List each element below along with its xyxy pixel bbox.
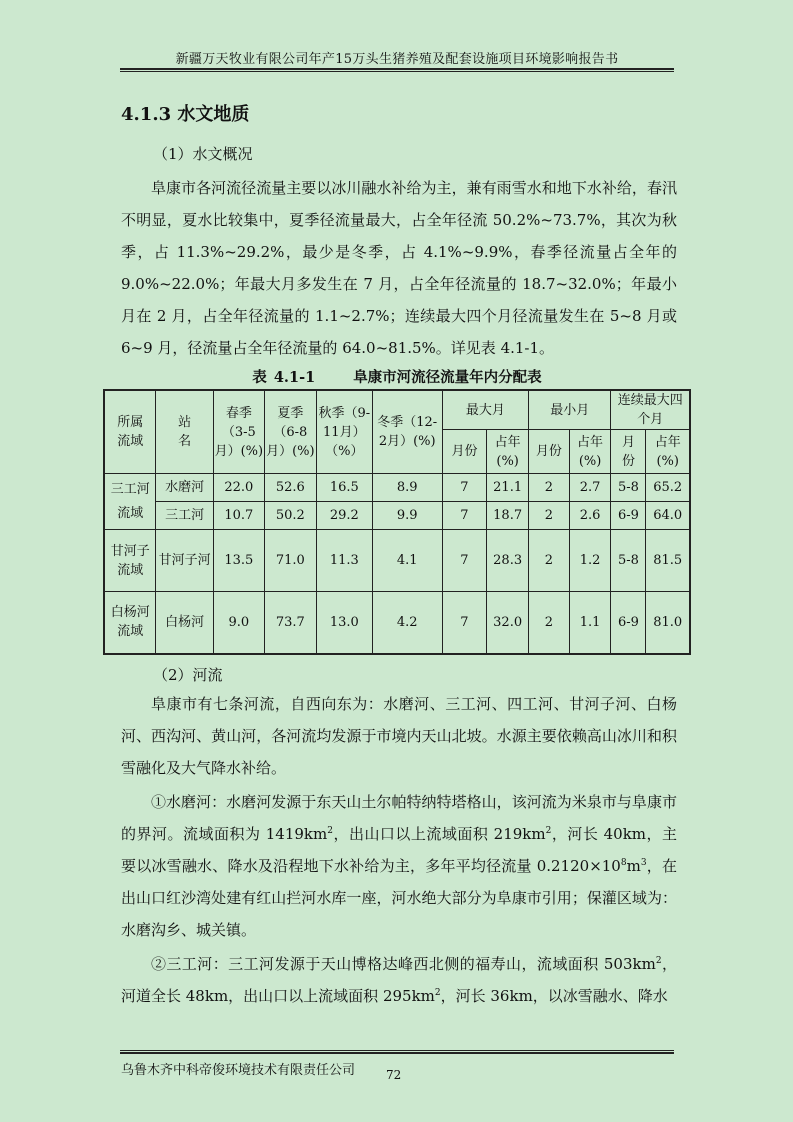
cell-four-month: 5-8 [611,474,646,502]
table-number: 表 4.1-1 [252,369,316,386]
cell-max-share: 21.1 [487,474,529,502]
header-rule [120,68,674,70]
cell-summer: 71.0 [264,530,316,592]
subsection-rivers: （2）河流 [153,666,223,684]
footer-company: 乌鲁木齐中科帝俊环境技术有限责任公司 [121,1063,356,1078]
cell-min-share: 2.6 [569,502,611,530]
cell-summer: 50.2 [264,502,316,530]
cell-min-month: 2 [529,592,570,654]
header-min-month-month: 月份 [529,430,570,474]
header-station: 站名 [156,390,213,474]
cell-spring: 22.0 [213,474,264,502]
header-basin: 所属流域 [104,390,156,474]
cell-min-share: 1.2 [569,530,611,592]
cell-four-share: 65.2 [646,474,690,502]
cell-station: 三工河 [156,502,213,530]
runoff-distribution-table [103,389,691,655]
table-title: 阜康市河流径流量年内分配表 [353,369,542,386]
header-four-month-month: 月份 [611,430,646,474]
table-caption [103,366,691,387]
table-row [104,592,690,654]
document-header: 新疆万天牧业有限公司年产15万头生猪养殖及配套设施项目环境影响报告书 [175,52,619,67]
cell-max-month: 7 [442,592,487,654]
cell-summer: 73.7 [264,592,316,654]
cell-winter: 4.2 [372,592,442,654]
header-summer: 夏季（6-8月）(%) [264,390,316,474]
cell-station: 水磨河 [156,474,213,502]
header-max-month: 最大月 [442,390,528,430]
cell-min-share: 1.1 [569,592,611,654]
cell-max-month: 7 [442,474,487,502]
cell-min-month: 2 [529,502,570,530]
cell-winter: 8.9 [372,474,442,502]
cell-summer: 52.6 [264,474,316,502]
paragraph-sangong-river: ②三工河：三工河发源于天山博格达峰西北侧的福寿山，流域面积 $503km^2$，河道全长 48km，出山口以上流域面积 $295km^2$，河长 36km，以冰雪融水、降水 [121,955,677,1005]
table-row [104,474,690,502]
header-min-month: 最小月 [529,390,611,430]
cell-spring: 9.0 [213,592,264,654]
table-row [104,530,690,592]
header-max-month-month: 月份 [442,430,487,474]
cell-autumn: 16.5 [316,474,372,502]
cell-max-month: 7 [442,502,487,530]
cell-winter: 4.1 [372,530,442,592]
section-title: 4.1.3 水文地质 [121,104,250,125]
header-max-month-share: 占年(%) [487,430,529,474]
cell-min-share: 2.7 [569,474,611,502]
cell-autumn: 13.0 [316,592,372,654]
header-four-month: 连续最大四个月 [611,390,690,430]
header-winter: 冬季（12-2月）(%) [372,390,442,474]
cell-station: 白杨河 [156,592,213,654]
footer-rule [120,1052,674,1054]
cell-min-month: 2 [529,530,570,592]
cell-max-month: 7 [442,530,487,592]
header-spring: 春季（3-5月）(%) [213,390,264,474]
cell-winter: 9.9 [372,502,442,530]
header-autumn: 秋季（9-11月）（%） [316,390,372,474]
header-min-month-share: 占年(%) [569,430,611,474]
header-rule-thin [120,71,674,72]
cell-four-month: 6-9 [611,592,646,654]
cell-max-share: 28.3 [487,530,529,592]
paragraph-hydrology: 阜康市各河流径流量主要以冰川融水补给为主，兼有雨雪水和地下水补给，春汛不明显，夏水比较集中，夏季径流量最大，占全年径流 50.2%~73.7%，其次为秋季，占 11.3%~29.2%，最少是冬季，占 4.1%~9.9%，春季径流量占全年的 9.0%~22.0%；年最大月多发生在 7 月，占全年径流量的 18.7~32.0%；年最小月在 2 月，占全年径流量的 1.1~2.7%；连续最大四个月径流量发生在 5~8 月或 6~9 月，径流量占全年径流量的 64.0~81.5%。详见表 4.1-1。 [121,179,677,357]
cell-min-month: 2 [529,474,570,502]
paragraph-shuimo-river: ①水磨河：水磨河发源于东天山土尔帕特纳特塔格山，该河流为米泉市与阜康市的界河。流域面积为 $1419km^2$，出山口以上流域面积 $219km^2$，河长 40km，主要以冰雪融水、降水及沿程地下水补给为主，多年平均径流量 $0.2120\times 10^8m^3$，在出山口红沙湾处建有红山拦河水库一座，河水绝大部分为阜康市引用；保灌区域为：水磨沟乡、城关镇。 [121,793,677,939]
cell-autumn: 29.2 [316,502,372,530]
cell-basin: 甘河子流域 [104,530,156,592]
cell-spring: 10.7 [213,502,264,530]
cell-four-share: 81.5 [646,530,690,592]
cell-station: 甘河子河 [156,530,213,592]
subsection-hydrology-overview: （1）水文概况 [153,145,253,163]
header-four-month-share: 占年(%) [646,430,690,474]
cell-basin: 三工河流域 [104,474,156,530]
cell-four-month: 6-9 [611,502,646,530]
cell-basin: 白杨河流域 [104,592,156,654]
cell-four-share: 81.0 [646,592,690,654]
cell-max-share: 18.7 [487,502,529,530]
footer-rule-thin [120,1050,674,1051]
page-number: 72 [386,1068,402,1082]
cell-four-month: 5-8 [611,530,646,592]
cell-autumn: 11.3 [316,530,372,592]
table-row [104,502,690,530]
cell-max-share: 32.0 [487,592,529,654]
cell-four-share: 64.0 [646,502,690,530]
cell-spring: 13.5 [213,530,264,592]
paragraph-rivers: 阜康市有七条河流，自西向东为：水磨河、三工河、四工河、甘河子河、白杨河、西沟河、黄山河，各河流均发源于市境内天山北坡。水源主要依赖高山冰川和积雪融化及大气降水补给。 [121,695,677,777]
